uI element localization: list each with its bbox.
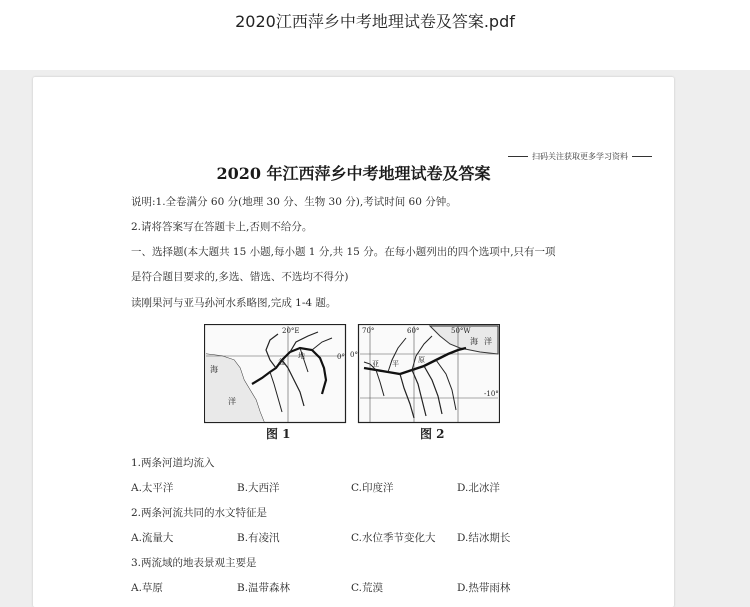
question-option: D.北冰洋 xyxy=(457,482,500,494)
exam-title: 2020 年江西萍乡中考地理试卷及答案 xyxy=(216,164,491,183)
fig2-plain-label: 平 xyxy=(392,360,399,368)
fig1-basin-label: 盆 xyxy=(278,358,285,366)
question-option: A.草原 xyxy=(131,582,163,594)
fig1-caption: 图 1 xyxy=(266,427,291,441)
header-note-text: 扫码关注获取更多学习资料 xyxy=(532,152,628,161)
fig1-basin-label: 地 xyxy=(298,352,305,360)
question-option: C.印度洋 xyxy=(351,482,394,494)
question-option: D.结冰期长 xyxy=(457,532,511,544)
instruction-line: 读刚果河与亚马孙河水系略图,完成 1-4 题。 xyxy=(131,297,337,309)
fig2-ocean-label: 洋 xyxy=(484,337,492,346)
question-option: C.水位季节变化大 xyxy=(351,532,436,544)
fig1-ocean-label: 洋 xyxy=(228,397,236,406)
fig2-parallel-label: -10° xyxy=(484,390,499,398)
question-stem: 2.两条河流共同的水文特征是 xyxy=(131,507,268,519)
river-maps-svg xyxy=(204,324,500,444)
fig2-meridian-label: 50°W xyxy=(451,327,471,335)
rule-left xyxy=(508,156,528,157)
question-option: B.大西洋 xyxy=(237,482,280,494)
document-filename: 2020江西萍乡中考地理试卷及答案.pdf xyxy=(235,12,515,31)
instruction-line: 说明:1.全卷满分 60 分(地理 30 分、生物 30 分),考试时间 60 分钟。 xyxy=(131,196,457,208)
fig1-meridian-label: 20°E xyxy=(282,327,300,335)
river-maps-figure xyxy=(204,324,500,444)
instruction-line: 是符合题目要求的,多选、错选、不选均不得分) xyxy=(131,271,349,283)
fig1-equator-label: 0° xyxy=(337,353,345,361)
fig2-ocean-label: 海 xyxy=(470,337,478,346)
question-option: B.有凌汛 xyxy=(237,532,280,544)
pdf-page xyxy=(33,77,674,607)
fig2-caption: 图 2 xyxy=(420,427,445,441)
instruction-line: 一、选择题(本大题共 15 小题,每小题 1 分,共 15 分。在每小题列出的四个选项中,只有一项 xyxy=(131,246,556,258)
fig1-ocean-label: 海 xyxy=(210,365,218,374)
question-option: A.太平洋 xyxy=(131,482,174,494)
question-option: D.热带雨林 xyxy=(457,582,511,594)
fig2-plain-label: 亚 xyxy=(372,360,379,368)
fig2-meridian-label: 60° xyxy=(407,327,420,335)
fig2-equator-label: 0° xyxy=(350,351,358,359)
question-option: B.温带森林 xyxy=(237,582,291,594)
question-option: A.流量大 xyxy=(131,532,174,544)
rule-right xyxy=(632,156,652,157)
fig2-plain-label: 原 xyxy=(418,356,425,364)
question-option: C.荒漠 xyxy=(351,582,383,594)
question-stem: 3.两流域的地表景观主要是 xyxy=(131,557,257,569)
question-stem: 1.两条河道均流入 xyxy=(131,457,215,469)
viewer-header xyxy=(0,0,750,70)
instruction-line: 2.请将答案写在答题卡上,否则不给分。 xyxy=(131,221,313,233)
fig2-meridian-label: 70° xyxy=(362,327,375,335)
